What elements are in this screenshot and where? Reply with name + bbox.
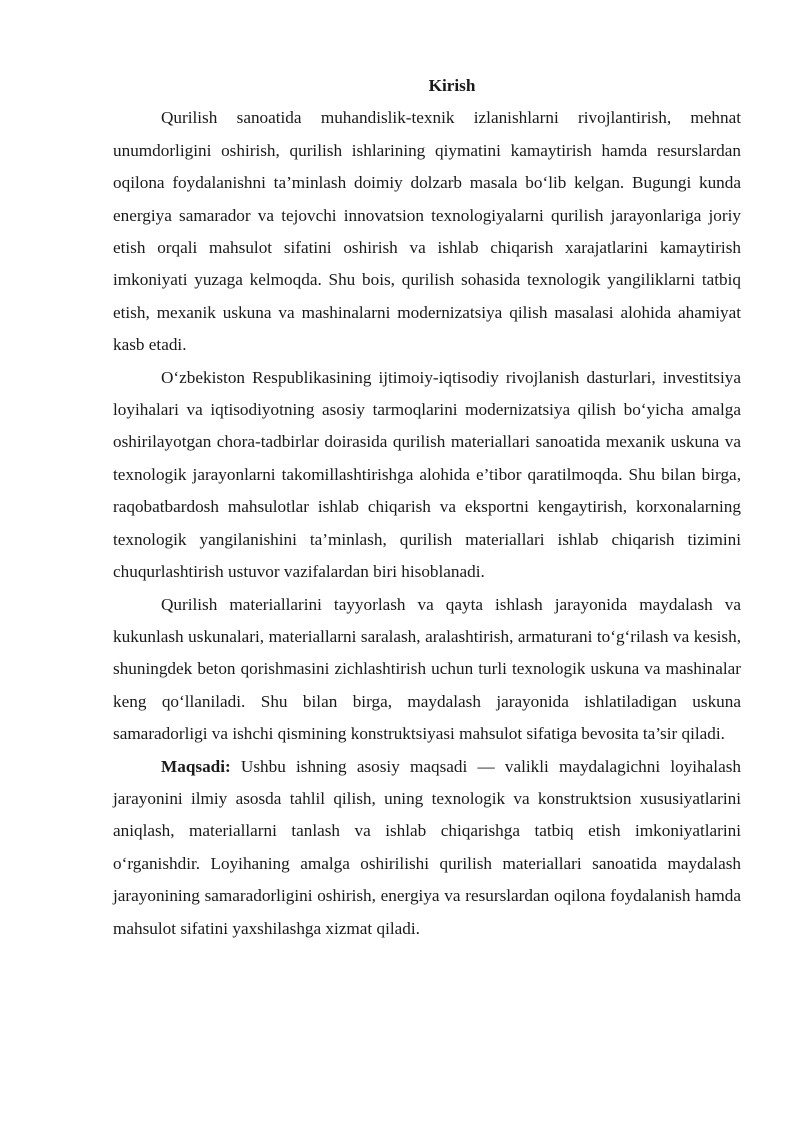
paragraph-materials: Qurilish materiallarini tayyorlash va qayta ishlash jarayonida maydalash va kukunlash uskunalari, materiallarni saralash, aralashtirish, armaturani to‘g‘rilash va kesish, shuningdek beton qorishmasini zichlashtirish uchun turli texnologik uskuna va mashinalar keng qo‘llaniladi. Shu bilan birga, maydalash jarayonida ishlatiladigan uskuna samaradorligi va ishchi qismining konstruktsiyasi mahsulot sifatiga bevosita ta’sir qiladi. — [113, 594, 741, 744]
paragraph-goal — [113, 751, 741, 945]
goal-text: Ushbu ishning asosiy maqsadi — valikli maydalagichni loyihalash jarayonini ilmiy asosda tahlil qilish, uning texnologik va konstruktsion xususiyatlarini aniqlash, materiallarni tanlash va ishlab chiqarishga tatbiq etish imkoniyatlarini o‘rganishdir. Loyihaning amalga oshirilishi qurilish materiallari sanoatida maydalash jarayonining samaradorligini oshirish, energiya va resurslardan oqilona foydalanish hamda mahsulot sifatini yaxshilashga xizmat qiladi. — [113, 756, 741, 938]
document-page — [113, 70, 741, 945]
goal-label: Maqsadi: — [161, 756, 231, 776]
paragraph-uzbekistan: O‘zbekiston Respublikasining ijtimoiy-iqtisodiy rivojlanish dasturlari, investitsiya loyihalari va iqtisodiyotning asosiy tarmoqlarini modernizatsiya qilish bo‘yicha amalga oshirilayotgan chora-tadbirlar doirasida qurilish materiallari sanoatida mexanik uskuna va texnologik jarayonlarni takomillashtirishga alohida e’tibor qaratilmoqda. Shu bilan birga, raqobatbardosh mahsulotlar ishlab chiqarish va eksportni kengaytirish, korxonalarning texnologik yangilanishini ta’minlash, qurilish materiallari ishlab chiqarish tizimini chuqurlashtirish ustuvor vazifalardan biri hisoblanadi. — [113, 367, 741, 582]
paragraph-introduction: Qurilish sanoatida muhandislik-texnik izlanishlarni rivojlantirish, mehnat unumdorligini oshirish, qurilish ishlarining qiymatini kamaytirish hamda resurslardan oqilona foydalanishni ta’minlash doimiy dolzarb masala bo‘lib kelgan. Bugungi kunda energiya samarador va tejovchi innovatsion texnologiyalarni qurilish jarayonlariga joriy etish orqali mahsulot sifatini oshirish va ishlab chiqarish xarajatlarini kamaytirish imkoniyati yuzaga kelmoqda. Shu bois, qurilish sohasida texnologik yangiliklarni tatbiq etish, mexanik uskuna va mashinalarni modernizatsiya qilish masalasi alohida ahamiyat kasb etadi. — [113, 108, 741, 355]
document-title: Kirish — [428, 76, 476, 95]
